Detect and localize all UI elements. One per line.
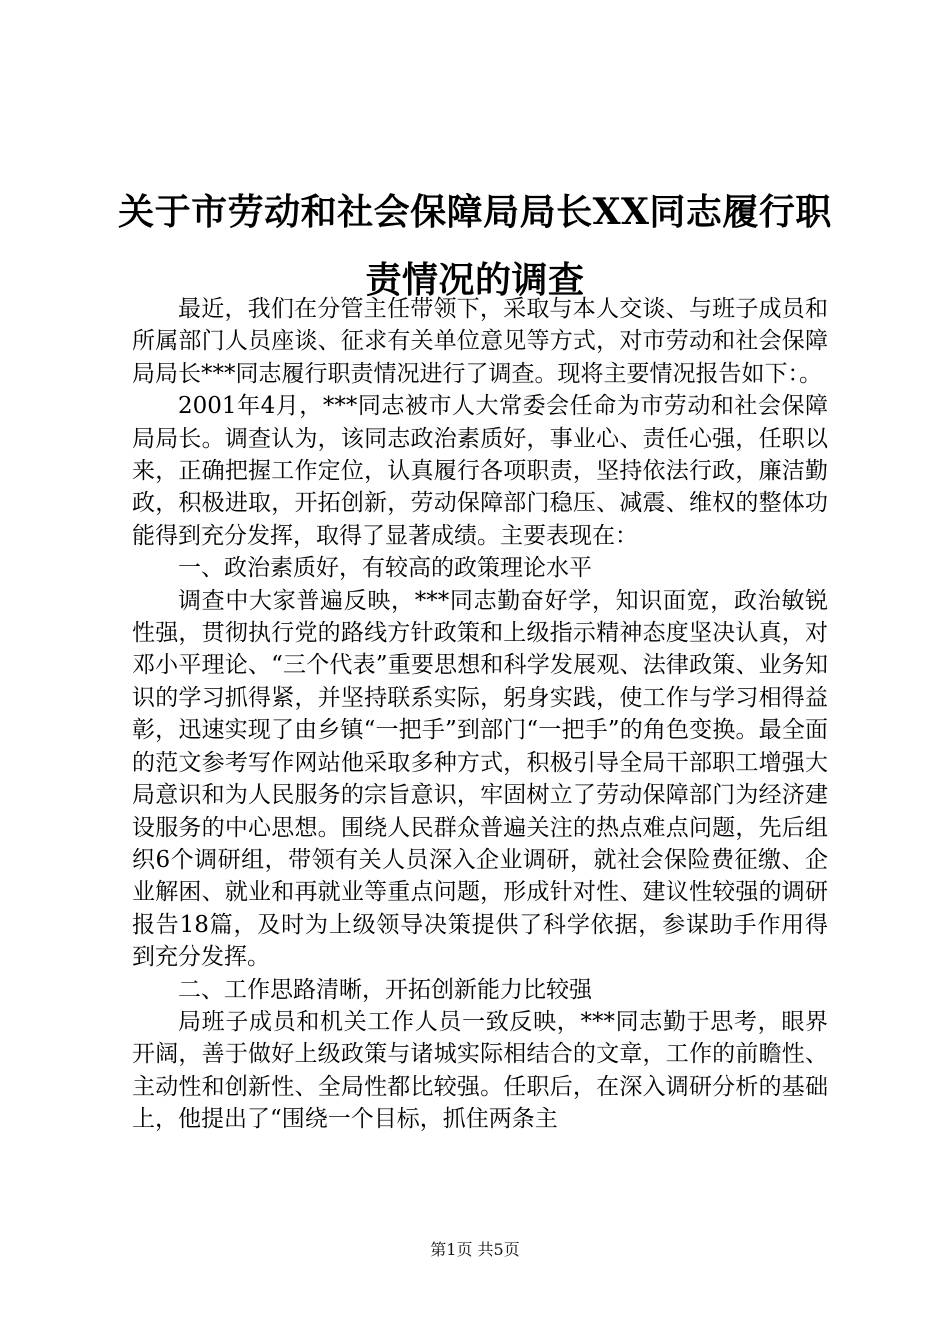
document-title: 关于市劳动和社会保障局局长XX同志履行职责情况的调查 <box>118 191 832 301</box>
paragraph-section-1: 调查中大家普遍反映，***同志勤奋好学，知识面宽，政治敏锐性强，贯彻执行党的路线方针政策和上级指示精神态度坚决认真，对邓小平理论、“三个代表”重要思想和科学发展观、法律政策、业务知识的学习抓得紧，并坚持联系实际，躬身实践，使工作与学习相得益彰，迅速实现了由乡镇“一把手”到部门“一把手”的角色变换。最全面的范文参考写作网站他采取多种方式，积极引导全局干部职工增强大局意识和为人民服务的宗旨意识，牢固树立了劳动保障部门为经济建设服务的中心思想。围绕人民群众普遍关注的热点难点问题，先后组织6个调研组，带领有关人员深入企业调研，就社会保险费征缴、企业解困、就业和再就业等重点问题，形成针对性、建议性较强的调研报告18篇，及时为上级领导决策提供了科学依据，参谋助手作用得到充分发挥。 <box>132 587 828 971</box>
section-heading-1: 一、政治素质好，有较高的政策理论水平 <box>178 555 592 582</box>
paragraph-section-2: 局班子成员和机关工作人员一致反映，***同志勤于思考，眼界开阔，善于做好上级政策与诸城实际相结合的文章，工作的前瞻性、主动性和创新性、全局性都比较强。任职后，在深入调研分析的基础上，他提出了“围绕一个目标，抓住两条主 <box>132 1008 828 1133</box>
section-heading-2: 二、工作思路清晰，开拓创新能力比较强 <box>178 976 592 1003</box>
document-body <box>132 293 828 1136</box>
paragraph-appointment: 2001年4月，***同志被市人大常委会任命为市劳动和社会保障局局长。调查认为，该同志政治素质好，事业心、责任心强，任职以来，正确把握工作定位，认真履行各项职责，坚持依法行政，廉洁勤政，积极进取，开拓创新，劳动保障部门稳压、减震、维权的整体功能得到充分发挥，取得了显著成绩。主要表现在： <box>132 393 828 549</box>
paragraph-intro: 最近，我们在分管主任带领下，采取与本人交谈、与班子成员和所属部门人员座谈、征求有关单位意见等方式，对市劳动和社会保障局局长***同志履行职责情况进行了调查。现将主要情况报告如下：。 <box>132 296 828 387</box>
page-number-footer: 第1页 共5页 <box>430 1240 520 1259</box>
